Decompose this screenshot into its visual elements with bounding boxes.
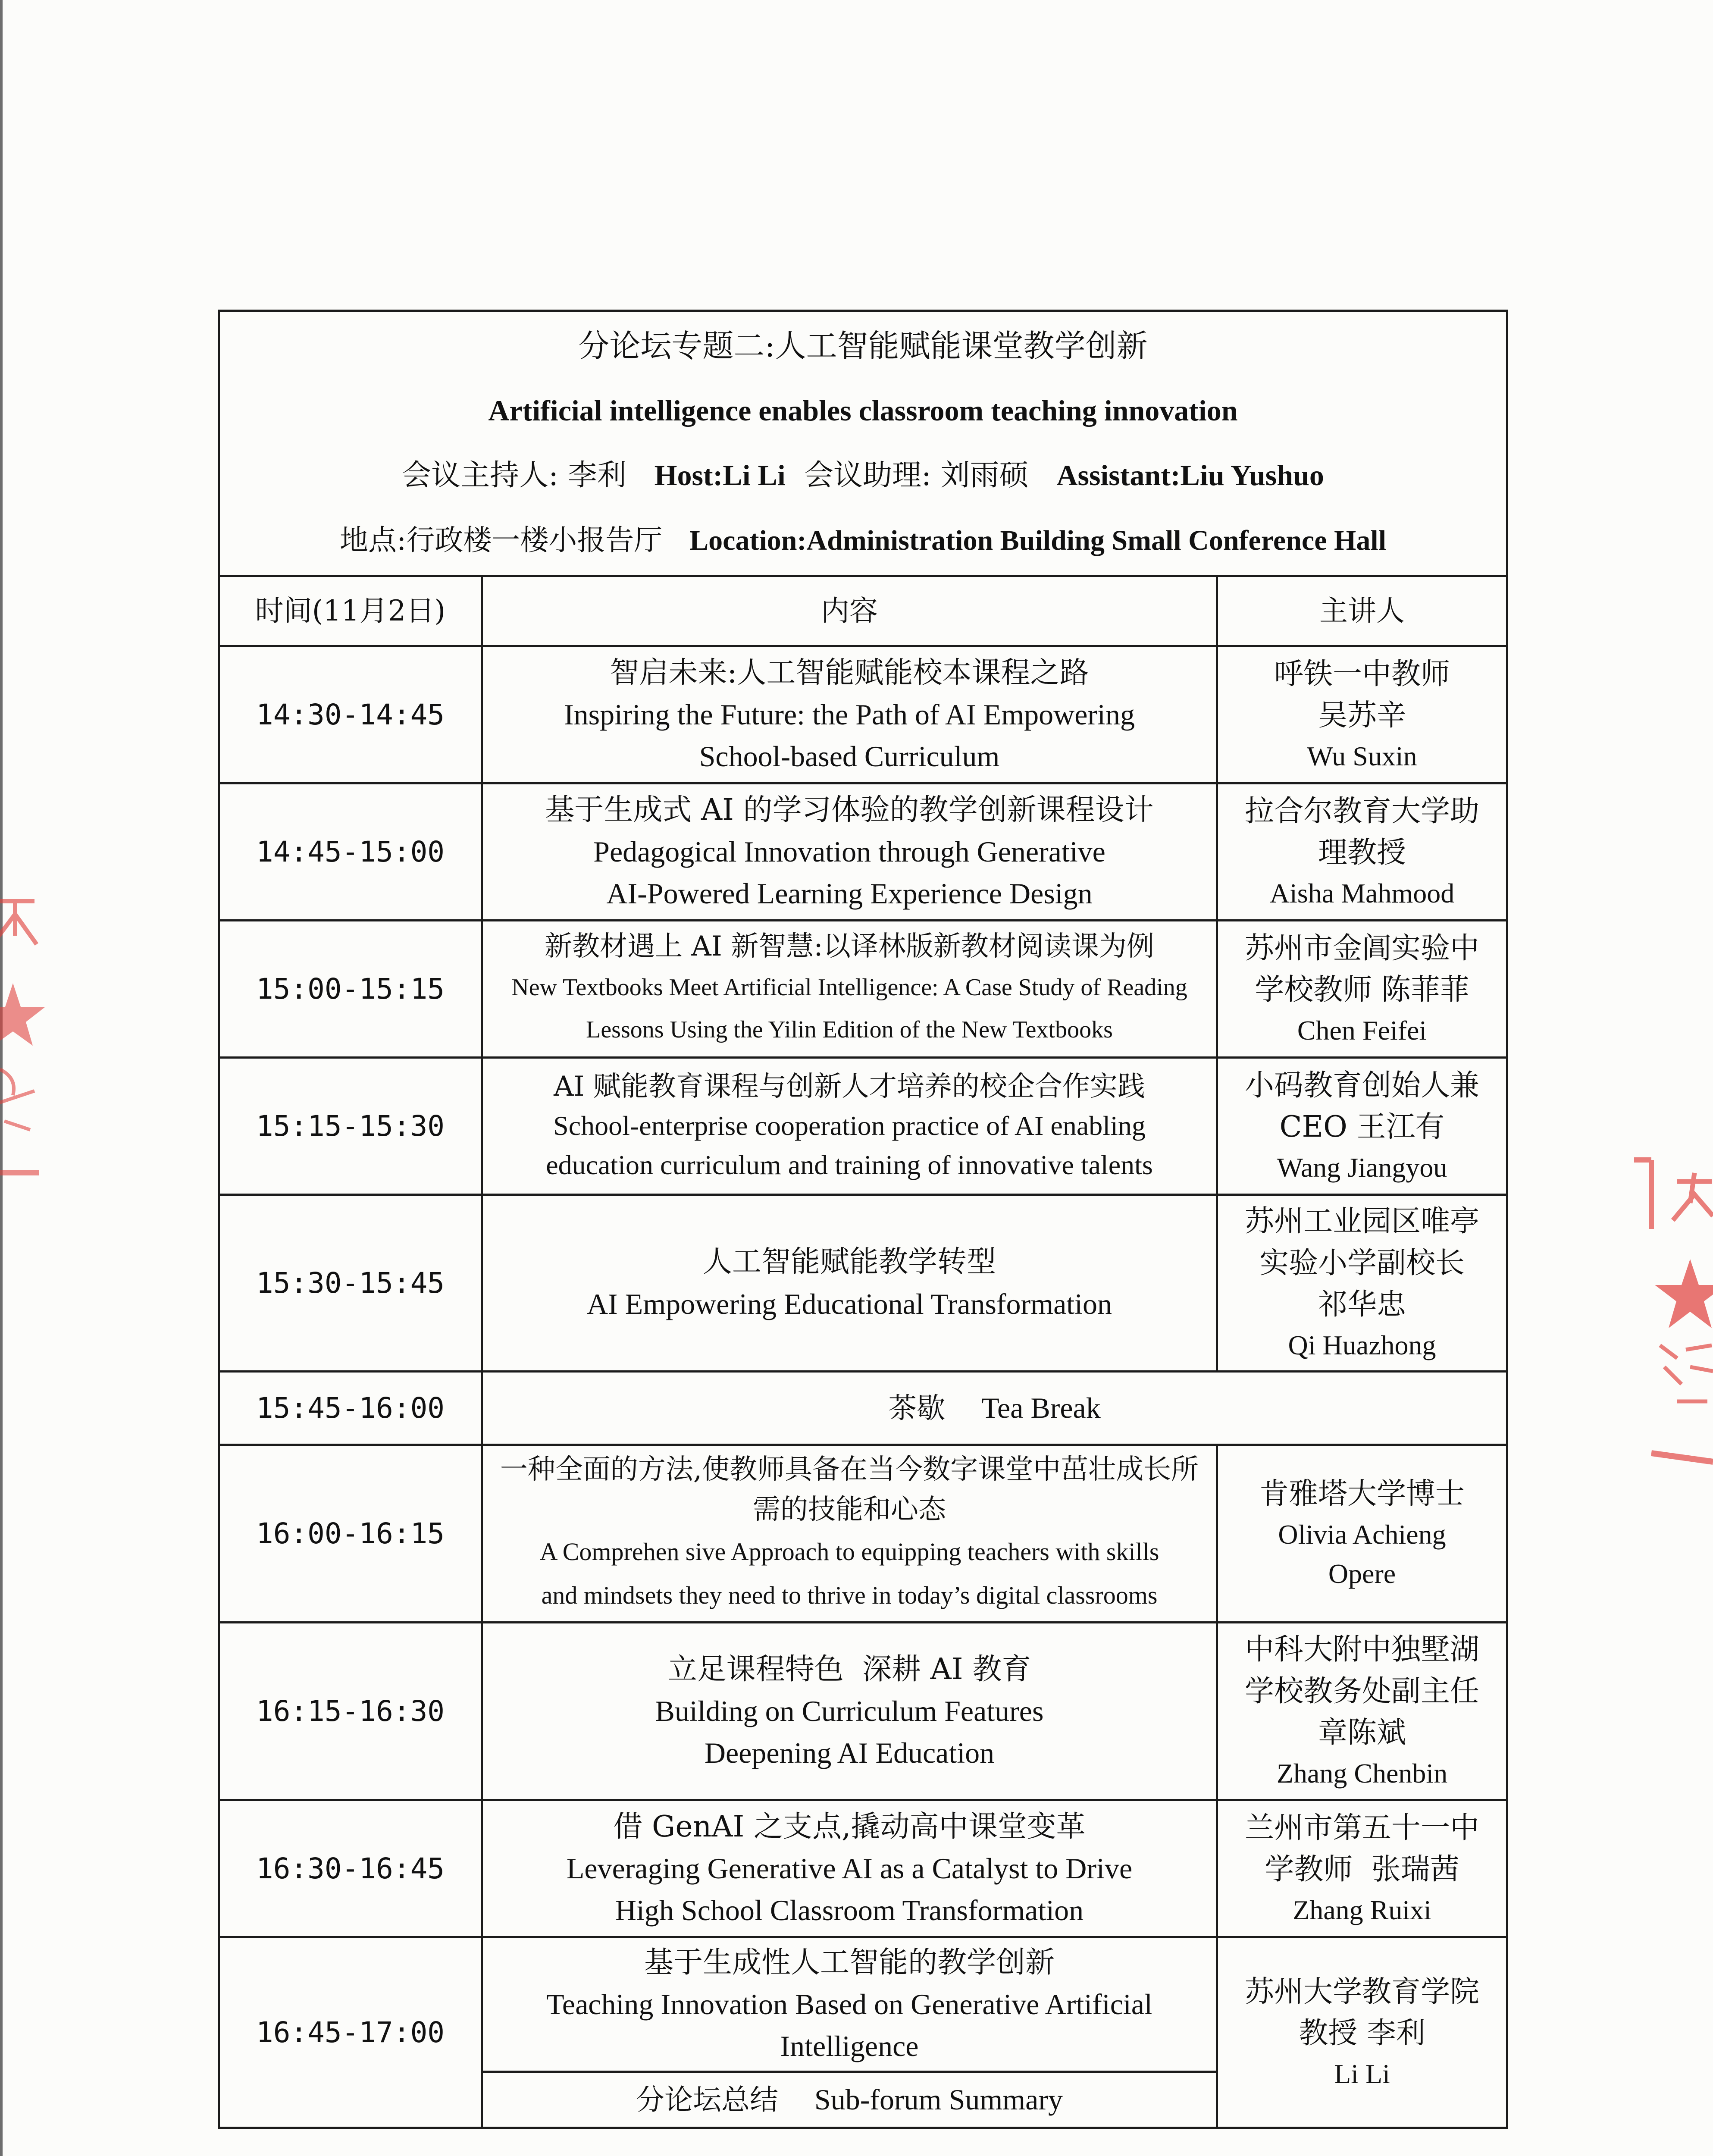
speaker-affiliation: 学校教务处副主任 <box>1244 1674 1479 1708</box>
table-row <box>219 1623 1507 1800</box>
column-header-time: 时间(11月2日) <box>219 576 482 646</box>
summary-cell <box>482 2072 1217 2128</box>
speaker-name-zh: 学教师 张瑞茜 <box>1265 1852 1459 1887</box>
speaker-name-en: Aisha Mahmood <box>1269 877 1455 909</box>
speaker-name-zh: 教授 李利 <box>1299 2016 1425 2051</box>
tea-break-cell <box>482 1372 1507 1445</box>
location-line <box>224 508 1502 573</box>
forum-header <box>219 311 1507 576</box>
session-title-en: School-based Curriculum <box>699 740 1000 773</box>
session-content <box>482 783 1217 921</box>
session-time: 16:15-16:30 <box>219 1623 482 1800</box>
session-content <box>482 1623 1217 1800</box>
session-content <box>482 646 1217 783</box>
session-title-zh: AI 赋能教育课程与创新人才培养的校企合作实践 <box>554 1071 1145 1103</box>
assistant-en: Assistant:Liu Yushuo <box>1056 459 1324 492</box>
table-row <box>219 646 1507 783</box>
speaker-affiliation: 兰州市第五十一中 <box>1244 1811 1479 1845</box>
speaker-affiliation: 实验小学副校长 <box>1259 1246 1465 1280</box>
session-content <box>482 921 1217 1058</box>
speaker-name-zh: 祁华忠 <box>1318 1288 1406 1322</box>
speaker-affiliation: 呼铁一中教师 <box>1274 657 1450 691</box>
table-header-row <box>219 311 1507 576</box>
speaker-affiliation: 小码教育创始人兼 <box>1244 1068 1479 1103</box>
session-content <box>482 1195 1217 1372</box>
session-speaker <box>1217 921 1507 1058</box>
column-header-content: 内容 <box>482 576 1217 646</box>
session-title-en: A Comprehen sive Approach to equipping teachers with skills <box>539 1537 1159 1566</box>
table-row <box>219 783 1507 921</box>
host-line <box>224 443 1502 508</box>
session-time: 14:45-15:00 <box>219 783 482 921</box>
speaker-name-zh: CEO 王江有 <box>1279 1110 1445 1144</box>
session-title-en: Leveraging Generative AI as a Catalyst to Drive <box>566 1852 1133 1885</box>
location-en: Location:Administration Building Small Conference Hall <box>689 525 1387 556</box>
column-header-row <box>219 576 1507 646</box>
session-title-en: Building on Curriculum Features <box>655 1695 1044 1728</box>
speaker-name-en: Olivia Achieng <box>1278 1519 1446 1550</box>
seal-stamp-right <box>1625 1143 1713 1488</box>
table-row <box>219 1058 1507 1195</box>
speaker-name-en: Zhang Chenbin <box>1276 1758 1448 1789</box>
session-title-zh: 基于生成性人工智能的教学创新 <box>644 1945 1055 1980</box>
program-table <box>218 310 1508 2129</box>
session-content <box>482 1800 1217 1937</box>
session-content <box>482 1937 1217 2072</box>
speaker-affiliation: 苏州工业园区唯亭 <box>1244 1204 1479 1239</box>
host-zh-label: 会议主持人: <box>402 458 559 492</box>
session-title-zh: 人工智能赋能教学转型 <box>702 1244 996 1279</box>
session-title-zh: 基于生成式 AI 的学习体验的教学创新课程设计 <box>545 793 1154 827</box>
column-header-speaker: 主讲人 <box>1217 576 1507 646</box>
session-speaker <box>1217 1445 1507 1623</box>
session-speaker <box>1217 1937 1507 2128</box>
session-title-zh: 新教材遇上 AI 新智慧:以译林版新教材阅读课为例 <box>545 931 1154 963</box>
session-time: 14:30-14:45 <box>219 646 482 783</box>
session-title-en: Inspiring the Future: the Path of AI Empowering <box>564 698 1135 731</box>
session-title-en: Teaching Innovation Based on Generative Artificial <box>546 1988 1152 2021</box>
host-en: Host:Li Li <box>654 459 786 492</box>
session-time: 16:30-16:45 <box>219 1800 482 1937</box>
session-title-en: and mindsets they need to thrive in today’s digital classrooms <box>541 1581 1158 1610</box>
speaker-name-en: Li Li <box>1334 2058 1390 2089</box>
speaker-name-en: Chen Feifei <box>1297 1015 1427 1046</box>
speaker-affiliation: 中科大附中独墅湖 <box>1244 1633 1479 1667</box>
seal-stamp-left-icon <box>0 888 56 1190</box>
speaker-name-zh: 章陈斌 <box>1318 1716 1406 1750</box>
session-title-en: New Textbooks Meet Artificial Intelligence: A Case Study of Reading <box>511 974 1187 1001</box>
session-title-en: Intelligence <box>780 2029 919 2062</box>
session-title-en: Lessons Using the Yilin Edition of the New Textbooks <box>586 1016 1113 1043</box>
table-row <box>219 1937 1507 2072</box>
session-time: 16:00-16:15 <box>219 1445 482 1623</box>
location-zh: 地点:行政楼一楼小报告厅 <box>339 523 663 557</box>
session-speaker <box>1217 646 1507 783</box>
speaker-name-zh: 学校教师 陈菲菲 <box>1255 973 1469 1007</box>
session-title-en: High School Classroom Transformation <box>615 1893 1084 1927</box>
table-row <box>219 921 1507 1058</box>
table-row-break <box>219 1372 1507 1445</box>
session-speaker <box>1217 1800 1507 1937</box>
session-time: 16:45-17:00 <box>219 1937 482 2128</box>
session-title-en: Deepening AI Education <box>704 1736 995 1769</box>
session-content <box>482 1058 1217 1195</box>
assistant-zh-label: 会议助理: <box>804 458 931 492</box>
summary-en: Sub-forum Summary <box>814 2083 1063 2116</box>
session-time: 15:15-15:30 <box>219 1058 482 1195</box>
seal-stamp-left <box>0 888 56 1190</box>
speaker-name-en: Qi Huazhong <box>1288 1329 1436 1360</box>
session-title-zh: 借 GenAI 之支点,撬动高中课堂变革 <box>613 1809 1086 1844</box>
session-title-zh: 一种全面的方法,使教师具备在当今数字课堂中茁壮成长所需的技能和心态 <box>500 1454 1199 1526</box>
speaker-affiliation: 苏州市金阊实验中 <box>1244 931 1479 965</box>
session-time: 15:45-16:00 <box>219 1372 482 1445</box>
session-speaker <box>1217 1195 1507 1372</box>
session-content <box>482 1445 1217 1623</box>
session-title-en: School-enterprise cooperation practice of AI enabling <box>553 1110 1146 1141</box>
session-title-zh: 智启未来:人工智能赋能校本课程之路 <box>610 655 1089 690</box>
table-row <box>219 1195 1507 1372</box>
forum-title-en: Artificial intelligence enables classroom teaching innovation <box>488 394 1238 427</box>
seal-stamp-right-icon <box>1625 1143 1713 1488</box>
table-row <box>219 1445 1507 1623</box>
speaker-name-en: Zhang Ruixi <box>1293 1894 1431 1925</box>
session-title-en: Pedagogical Innovation through Generative <box>593 835 1105 868</box>
speaker-affiliation: 肯雅塔大学博士 <box>1259 1477 1465 1511</box>
session-speaker <box>1217 1058 1507 1195</box>
speaker-name-en: Wang Jiangyou <box>1277 1152 1447 1183</box>
speaker-name-en: Wu Suxin <box>1307 740 1417 771</box>
session-speaker <box>1217 783 1507 921</box>
forum-title-zh: 分论坛专题二:人工智能赋能课堂教学创新 <box>578 328 1148 364</box>
table-row <box>219 1800 1507 1937</box>
session-title-en: education curriculum and training of innovative talents <box>546 1149 1153 1180</box>
speaker-name-en: Opere <box>1328 1558 1396 1589</box>
speaker-affiliation: 拉合尔教育大学助 <box>1244 794 1479 828</box>
session-time: 15:30-15:45 <box>219 1195 482 1372</box>
session-title-en: AI-Powered Learning Experience Design <box>606 877 1093 910</box>
summary-zh: 分论坛总结 <box>636 2083 778 2117</box>
session-time: 15:00-15:15 <box>219 921 482 1058</box>
session-speaker <box>1217 1623 1507 1800</box>
speaker-affiliation: 苏州大学教育学院 <box>1244 1974 1479 2009</box>
speaker-affiliation: 理教授 <box>1318 836 1406 870</box>
assistant-zh-name: 刘雨硕 <box>940 458 1029 492</box>
session-title-zh: 立足课程特色 深耕 AI 教育 <box>667 1652 1031 1686</box>
session-title-en: AI Empowering Educational Transformation <box>586 1287 1112 1320</box>
host-zh-name: 李利 <box>567 458 626 492</box>
tea-break-zh: 茶歇 <box>888 1391 946 1425</box>
speaker-name-zh: 吴苏辛 <box>1318 699 1406 733</box>
tea-break-en: Tea Break <box>981 1391 1101 1425</box>
